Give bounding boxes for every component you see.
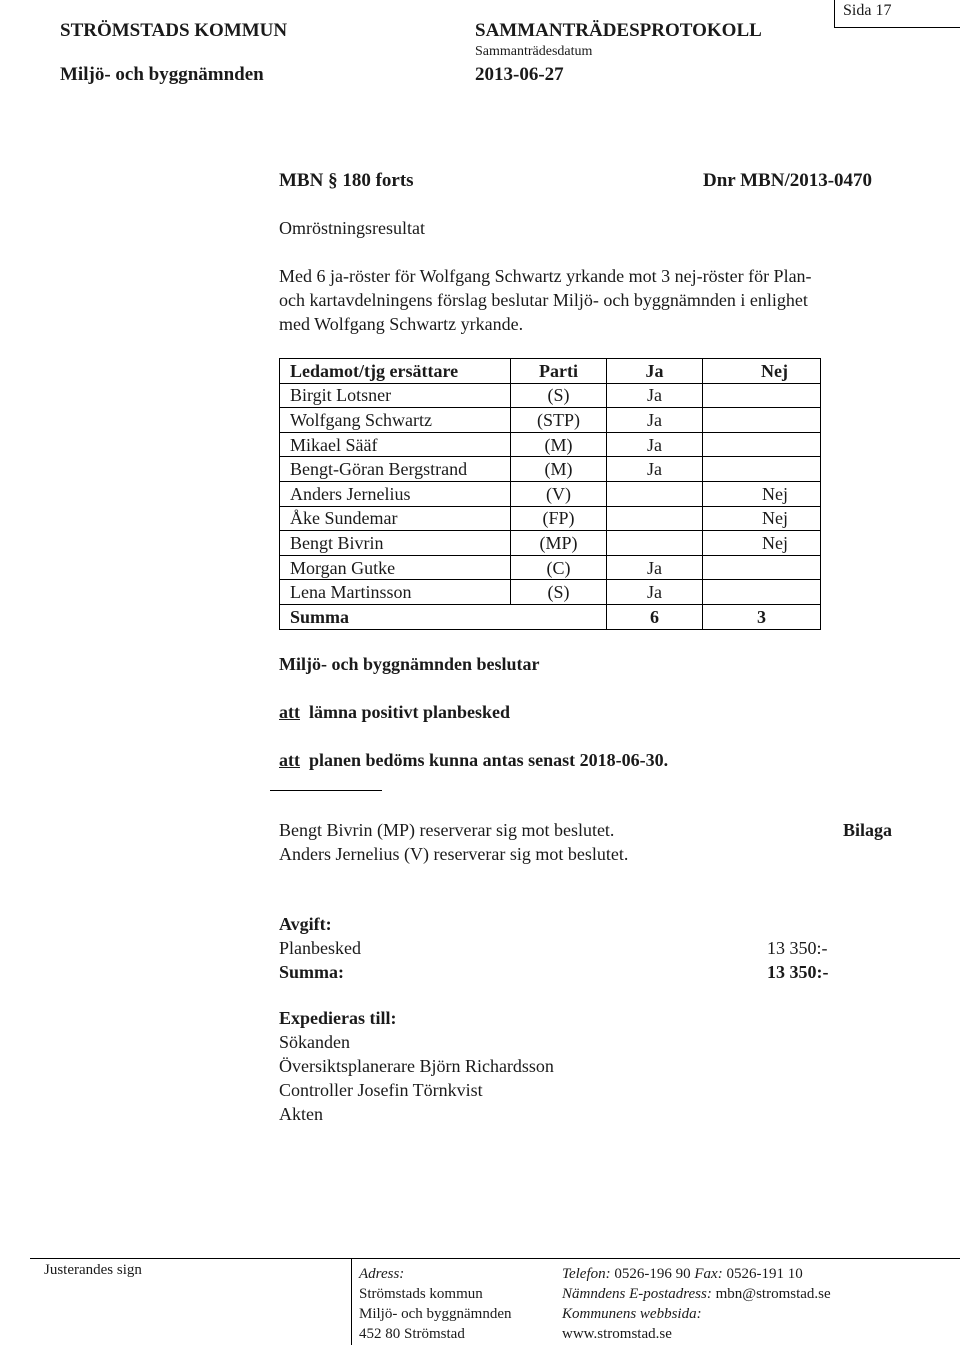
distribution-list	[279, 1030, 554, 1126]
member-name: Bengt-Göran Bergstrand	[280, 457, 511, 482]
decision-item	[279, 700, 510, 724]
address-line: 452 80 Strömstad	[359, 1326, 465, 1342]
sign-label: Justerandes sign	[44, 1262, 142, 1278]
member-party: (MP)	[511, 531, 607, 556]
email-line	[562, 1284, 831, 1304]
vote-yes	[607, 481, 703, 506]
vote-no	[703, 408, 821, 433]
fee-heading: Avgift:	[279, 914, 332, 934]
municipality-name: STRÖMSTADS KOMMUN	[60, 20, 288, 41]
vote-yes: Ja	[607, 457, 703, 482]
member-name: Birgit Lotsner	[280, 383, 511, 408]
separator-line	[270, 790, 382, 791]
decision-text: lämna positivt planbesked	[309, 702, 511, 722]
web-link[interactable]: www.stromstad.se	[562, 1326, 672, 1342]
vote-yes	[607, 531, 703, 556]
table-row	[280, 408, 821, 433]
member-name: Bengt Bivrin	[280, 531, 511, 556]
distribution-heading: Expedieras till:	[279, 1008, 397, 1028]
vote-yes: Ja	[607, 383, 703, 408]
email-label: Nämndens E-postadress:	[562, 1286, 712, 1302]
member-party: (S)	[511, 383, 607, 408]
table-row	[280, 457, 821, 482]
fax-label: Fax:	[694, 1266, 723, 1282]
address-label: Adress:	[359, 1266, 405, 1282]
meeting-date: 2013-06-27	[475, 64, 564, 85]
member-party: (M)	[511, 457, 607, 482]
vote-paragraph	[279, 264, 812, 336]
reservation-line: Bengt Bivrin (MP) reserverar sig mot beslutet.	[279, 820, 615, 840]
vote-no	[703, 555, 821, 580]
reservations	[279, 818, 628, 866]
vote-no: Nej	[703, 481, 821, 506]
table-row	[280, 531, 821, 556]
address-line: Miljö- och byggnämnden	[359, 1306, 512, 1322]
sum-yes: 6	[607, 604, 703, 629]
document-type: SAMMANTRÄDESPROTOKOLL	[475, 20, 762, 41]
vote-no	[703, 383, 821, 408]
header-member: Ledamot/tjg ersättare	[280, 359, 511, 384]
sum-no: 3	[703, 604, 821, 629]
page-number: Sida 17	[834, 0, 960, 28]
vote-no	[703, 432, 821, 457]
fax-number: 0526-191 10	[726, 1266, 803, 1282]
fee-item-amount: 13 350:-	[767, 938, 828, 958]
list-item: Sökanden	[279, 1032, 350, 1052]
member-party: (FP)	[511, 506, 607, 531]
phone-label: Telefon:	[562, 1266, 611, 1282]
web-label: Kommunens webbsida:	[562, 1306, 702, 1322]
table-row	[280, 555, 821, 580]
attachment-label: Bilaga	[843, 820, 893, 840]
decision-text: planen bedöms kunna antas senast 2018-06-30.	[309, 750, 669, 770]
email-link[interactable]: mbn@stromstad.se	[715, 1286, 831, 1302]
table-row	[280, 383, 821, 408]
decision-heading: Miljö- och byggnämnden beslutar	[279, 654, 540, 674]
member-name: Åke Sundemar	[280, 506, 511, 531]
fee-total-label: Summa:	[279, 962, 345, 982]
decision-item	[279, 748, 668, 772]
list-item: Controller Josefin Törnkvist	[279, 1080, 483, 1100]
footer-column-divider	[351, 1258, 352, 1345]
member-name: Anders Jernelius	[280, 481, 511, 506]
member-party: (STP)	[511, 408, 607, 433]
vote-yes	[607, 506, 703, 531]
member-party: (V)	[511, 481, 607, 506]
case-number: MBN § 180 forts	[279, 170, 414, 191]
list-item: Översiktsplanerare Björn Richardsson	[279, 1056, 554, 1076]
date-label: Sammanträdesdatum	[475, 44, 593, 59]
vote-no: Nej	[703, 531, 821, 556]
reservation-line: Anders Jernelius (V) reserverar sig mot beslutet.	[279, 844, 629, 864]
vote-yes: Ja	[607, 555, 703, 580]
member-name: Mikael Sääf	[280, 432, 511, 457]
vote-no	[703, 457, 821, 482]
header-yes: Ja	[607, 359, 703, 384]
vote-yes: Ja	[607, 408, 703, 433]
member-name: Wolfgang Schwartz	[280, 408, 511, 433]
vote-table-header	[280, 359, 821, 384]
member-name: Lena Martinsson	[280, 580, 511, 605]
header-no: Nej	[703, 359, 821, 384]
table-row	[280, 432, 821, 457]
footer-address	[359, 1264, 511, 1344]
committee-name: Miljö- och byggnämnden	[60, 64, 264, 85]
phone-number: 0526-196 90	[614, 1266, 691, 1282]
member-party: (S)	[511, 580, 607, 605]
fee-total-amount: 13 350:-	[767, 962, 829, 982]
list-item: Akten	[279, 1104, 323, 1124]
footer-contact	[562, 1264, 831, 1344]
table-sum-row	[280, 604, 821, 629]
address-line: Strömstads kommun	[359, 1286, 483, 1302]
table-row	[280, 481, 821, 506]
footer-divider	[30, 1258, 960, 1259]
member-name: Morgan Gutke	[280, 555, 511, 580]
vote-heading: Omröstningsresultat	[279, 218, 425, 238]
case-dnr: Dnr MBN/2013-0470	[703, 170, 873, 191]
vote-table	[279, 358, 821, 630]
header-party: Parti	[511, 359, 607, 384]
sum-label: Summa	[280, 604, 607, 629]
member-party: (C)	[511, 555, 607, 580]
vote-paragraph-line: med Wolfgang Schwartz yrkande.	[279, 314, 524, 334]
member-party: (M)	[511, 432, 607, 457]
vote-yes: Ja	[607, 580, 703, 605]
vote-yes: Ja	[607, 432, 703, 457]
vote-no	[703, 580, 821, 605]
vote-paragraph-line: Med 6 ja-röster för Wolfgang Schwartz yrkande mot 3 nej-röster för Plan-	[279, 266, 812, 286]
fee-item-label: Planbesked	[279, 938, 361, 958]
vote-paragraph-line: och kartavdelningens förslag beslutar Miljö- och byggnämnden i enlighet	[279, 290, 808, 310]
vote-no: Nej	[703, 506, 821, 531]
phone-fax-line	[562, 1264, 831, 1284]
att-keyword: att	[279, 702, 300, 722]
att-keyword: att	[279, 750, 300, 770]
table-row	[280, 580, 821, 605]
table-row	[280, 506, 821, 531]
